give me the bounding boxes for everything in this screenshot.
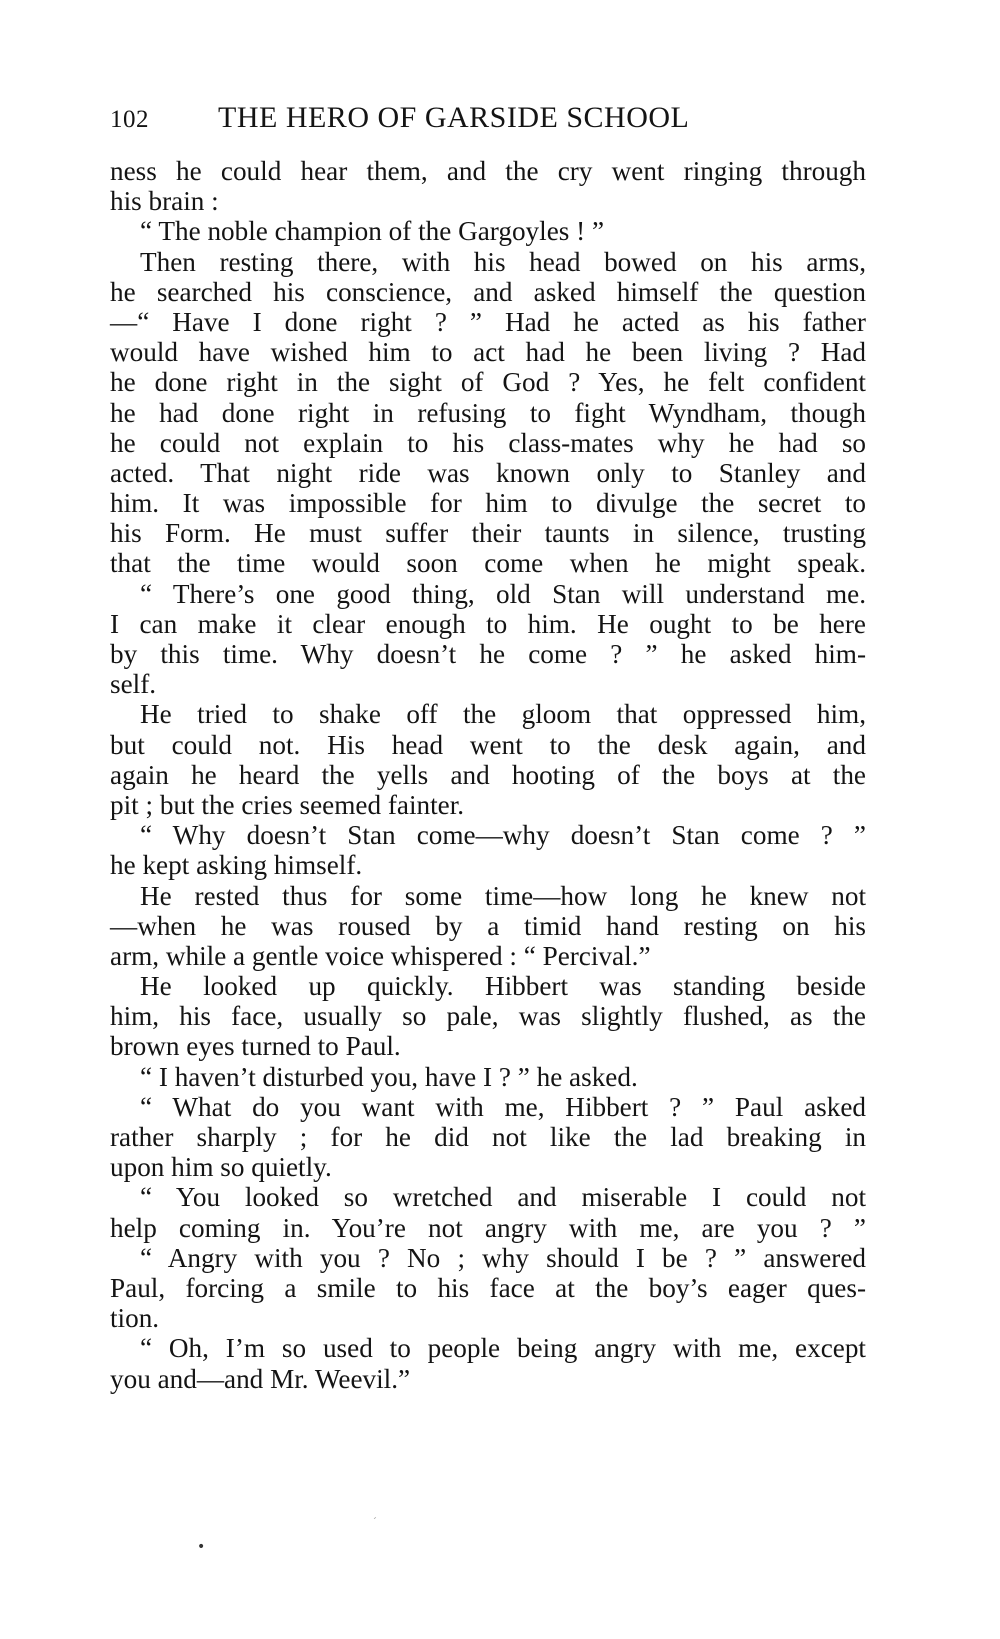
text-line: —when he was roused by a timid hand resting on his: [110, 910, 866, 941]
body-text: [110, 156, 866, 1394]
text-line: upon him so quietly.: [110, 1152, 332, 1183]
text-line: he could not explain to his class-mates why he had so: [110, 427, 866, 458]
text-line: “ I haven’t disturbed you, have I ? ” he asked.: [140, 1061, 638, 1092]
text-line: Then resting there, with his head bowed on his arms,: [140, 246, 866, 277]
text-line: his Form. He must suffer their taunts in silence, trusting: [110, 518, 866, 549]
text-line: pit ; but the cries seemed fainter.: [110, 789, 465, 820]
text-line: you and—and Mr. Weevil.”: [110, 1363, 411, 1394]
text-line: I can make it clear enough to him. He ought to be here: [110, 608, 866, 639]
text-line: “ What do you want with me, Hibbert ? ” Paul asked: [140, 1091, 866, 1122]
text-line: he had done right in refusing to fight Wyndham, though: [110, 397, 866, 428]
text-line: ness he could hear them, and the cry went ringing through: [110, 156, 866, 186]
page-number: 102: [110, 106, 149, 133]
page-header: [110, 96, 866, 142]
text-line: “ Oh, I’m so used to people being angry with me, except: [140, 1333, 866, 1364]
text-line: “ There’s one good thing, old Stan will understand me.: [140, 578, 866, 609]
text-line: he kept asking himself.: [110, 850, 363, 881]
text-line: —“ Have I done right ? ” Had he acted as his father: [110, 306, 866, 337]
text-line: He looked up quickly. Hibbert was standing beside: [140, 971, 866, 1002]
text-line: he searched his conscience, and asked himself the question: [110, 276, 866, 307]
text-line: but could not. His head went to the desk again, and: [110, 729, 866, 760]
text-line: acted. That night ride was known only to Stanley and: [110, 457, 866, 488]
running-title: THE HERO OF GARSIDE SCHOOL: [218, 101, 690, 134]
text-line: “ Angry with you ? No ; why should I be ? ” answered: [140, 1242, 866, 1273]
text-line: tion.: [110, 1303, 160, 1334]
text-line: arm, while a gentle voice whispered : “ Percival.”: [110, 940, 651, 971]
text-line: self.: [110, 669, 157, 700]
text-line: Paul, forcing a smile to his face at the boy’s eager ques-: [110, 1272, 866, 1303]
text-line: help coming in. You’re not angry with me, are you ? ”: [110, 1212, 866, 1243]
text-line: brown eyes turned to Paul.: [110, 1031, 401, 1062]
text-line: again he heard the yells and hooting of the boys at the: [110, 759, 866, 790]
text-line: him, his face, usually so pale, was slightly flushed, as the: [110, 1001, 866, 1032]
ink-speck: ˊ: [372, 1517, 377, 1528]
text-line: rather sharply ; for he did not like the lad breaking in: [110, 1122, 866, 1152]
text-line: him. It was impossible for him to divulge the secret to: [110, 488, 866, 519]
text-line: “ Why doesn’t Stan come—why doesn’t Stan come ? ”: [140, 820, 866, 851]
text-line: He rested thus for some time—how long he knew not: [140, 880, 866, 911]
book-page: [110, 96, 866, 1394]
text-line: “ You looked so wretched and miserable I could not: [140, 1182, 866, 1213]
text-line: “ The noble champion of the Gargoyles ! ”: [140, 216, 605, 247]
ink-speck: •: [197, 1539, 206, 1555]
text-line: would have wished him to act had he been living ? Had: [110, 337, 866, 368]
text-line: he done right in the sight of God ? Yes, he felt confident: [110, 367, 866, 398]
text-line: that the time would soon come when he might speak.: [110, 548, 866, 579]
text-line: by this time. Why doesn’t he come ? ” he asked him-: [110, 639, 866, 669]
text-line: He tried to shake off the gloom that oppressed him,: [140, 699, 866, 730]
text-line: his brain :: [110, 186, 219, 217]
